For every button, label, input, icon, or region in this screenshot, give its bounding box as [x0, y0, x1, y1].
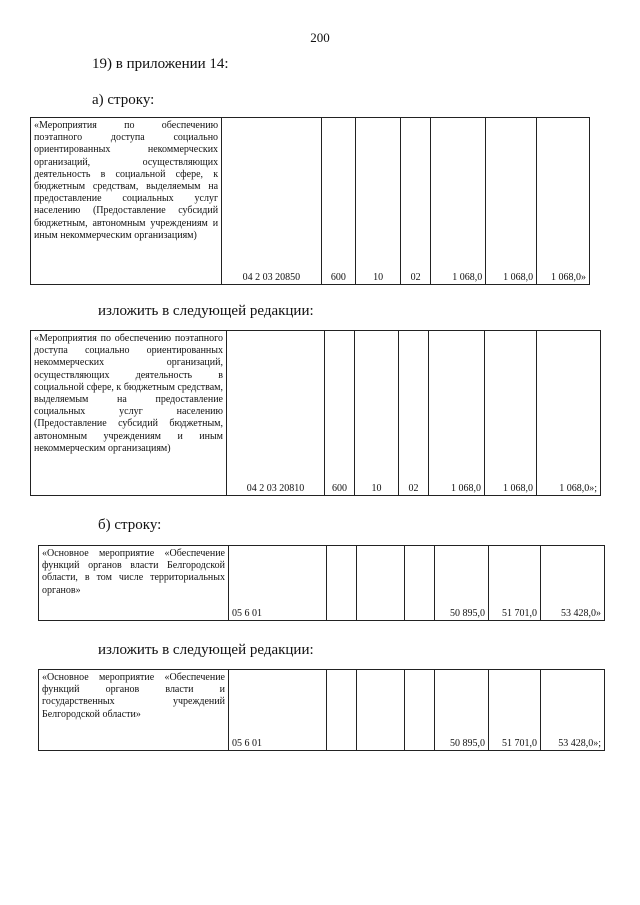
section-cell: 10	[355, 331, 399, 496]
table-new-row-b	[38, 669, 605, 751]
target-code-cell: 05 6 01	[229, 546, 327, 621]
table-row	[39, 546, 605, 621]
amount-year1-cell: 1 068,0	[431, 118, 486, 285]
target-code-cell: 05 6 01	[229, 670, 327, 751]
subsection-cell	[405, 546, 435, 621]
amount-year2-cell: 51 701,0	[489, 670, 541, 751]
section-cell: 10	[356, 118, 401, 285]
table-row	[39, 670, 605, 751]
amount-year2-cell: 1 068,0	[485, 331, 537, 496]
amount-year3-cell: 1 068,0»	[537, 118, 590, 285]
new-edition-label-a: изложить в следующей редакции:	[98, 303, 314, 319]
target-code-cell: 04 2 03 20810	[227, 331, 325, 496]
subsection-cell: 02	[399, 331, 429, 496]
part-a-label: а) строку:	[92, 92, 155, 108]
table-row	[31, 118, 590, 285]
subsection-cell: 02	[400, 118, 430, 285]
table-old-row-b	[38, 545, 605, 621]
new-edition-label-b: изложить в следующей редакции:	[98, 642, 314, 658]
amount-year1-cell: 1 068,0	[429, 331, 485, 496]
section-cell	[357, 670, 405, 751]
row-name-cell: «Основное мероприятие «Обеспечение функций органов власти и государственных учреждений Белгородской области»	[39, 670, 229, 751]
row-name-cell: «Основное мероприятие «Обеспечение функций органов власти Белгородской области, в том числе территориальных органов»	[39, 546, 229, 621]
amount-year3-cell: 53 428,0»	[541, 546, 605, 621]
amount-year2-cell: 1 068,0	[486, 118, 537, 285]
expense-type-cell: 600	[325, 331, 355, 496]
table-old-row-a	[30, 117, 590, 285]
section-cell	[357, 546, 405, 621]
part-b-label: б) строку:	[98, 517, 162, 533]
table-row	[31, 331, 601, 496]
subsection-cell	[405, 670, 435, 751]
page-number: 200	[310, 30, 330, 45]
table-new-row-a	[30, 330, 601, 496]
amount-year1-cell: 50 895,0	[435, 670, 489, 751]
section-title: 19) в приложении 14:	[92, 56, 229, 72]
amount-year3-cell: 1 068,0»;	[537, 331, 601, 496]
expense-type-cell	[327, 670, 357, 751]
amount-year1-cell: 50 895,0	[435, 546, 489, 621]
amount-year2-cell: 51 701,0	[489, 546, 541, 621]
target-code-cell: 04 2 03 20850	[222, 118, 322, 285]
expense-type-cell	[327, 546, 357, 621]
amount-year3-cell: 53 428,0»;	[541, 670, 605, 751]
row-name-cell: «Мероприятия по обеспечению поэтапного доступа социально ориентированных некоммерческих организаций, осуществляющих деятельность в социальной сфере, к бюджетным средствам, выделяемым на предоставление социальных услуг населению (Предоставление субсидий бюджетным, автономным учреждениям и иным некоммерческим организациям)	[31, 331, 227, 496]
expense-type-cell: 600	[321, 118, 356, 285]
row-name-cell: «Мероприятия по обеспечению поэтапного доступа социально ориентированных некоммерческих организаций, осуществляющих деятельность в социальной сфере, к бюджетным средствам, выделяемым на предоставление социальных услуг населению (Предоставление субсидий бюджетным, автономным учреждениям и иным некоммерческим организациям)	[31, 118, 222, 285]
